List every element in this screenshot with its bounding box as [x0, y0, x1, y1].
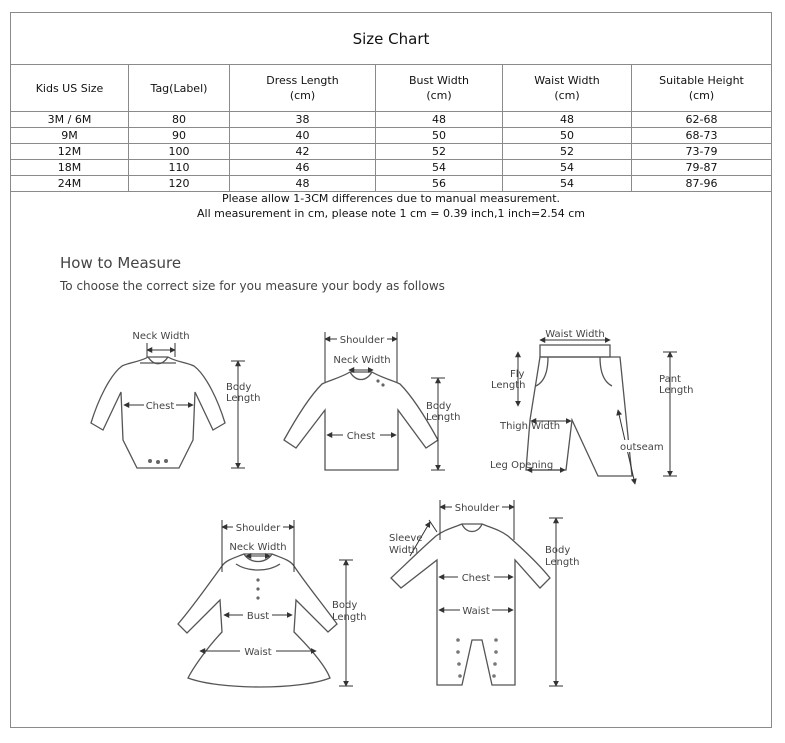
- bodysuit-button: [156, 460, 160, 464]
- dress-bust-label: Bust: [246, 611, 270, 622]
- table-cell: 38: [230, 112, 376, 128]
- pants-waistband: [540, 345, 610, 357]
- table-cell: 68-73: [632, 128, 772, 144]
- bodysuit-body-label: Body: [226, 382, 252, 393]
- table-cell: 54: [503, 160, 632, 176]
- note-conversion: All measurement in cm, please note 1 cm = 0.39 inch,1 inch=2.54 cm: [197, 207, 585, 220]
- table-cell: 48: [503, 112, 632, 128]
- table-cell: 52: [503, 144, 632, 160]
- size-chart-title: Size Chart: [11, 13, 772, 65]
- table-cell: 79-87: [632, 160, 772, 176]
- table-cell: 73-79: [632, 144, 772, 160]
- table-cell: 56: [376, 176, 503, 192]
- bodysuit-neck-label: Neck Width: [132, 331, 190, 342]
- table-cell: 100: [129, 144, 230, 160]
- shirt-length-label: Length: [426, 412, 461, 423]
- header-suitable-height: Suitable Height (cm): [632, 65, 772, 112]
- table-cell: 18M: [11, 160, 129, 176]
- romper-body-label: Body: [545, 545, 571, 556]
- pants-fly-length-label: Length: [491, 380, 526, 391]
- header-dress-length: Dress Length (cm): [230, 65, 376, 112]
- table-cell: 120: [129, 176, 230, 192]
- bodysuit-button: [148, 459, 152, 463]
- table-cell: 80: [129, 112, 230, 128]
- shirt-outline: [284, 372, 438, 470]
- pants-pant-label: Pant: [659, 374, 681, 385]
- header-tag-label: Tag(Label): [129, 65, 230, 112]
- dress-body-label: Body: [332, 600, 358, 611]
- romper-sleeve-label: Sleeve: [389, 533, 423, 544]
- romper-diagram: [389, 500, 580, 686]
- romper-waist-label: Waist: [462, 606, 490, 617]
- pants-fly-label: Fly: [510, 369, 525, 380]
- header-waist-width: Waist Width (cm): [503, 65, 632, 112]
- note-allowance: Please allow 1-3CM differences due to manual measurement.: [221, 192, 561, 205]
- pants-pant-length-label: Length: [659, 385, 694, 396]
- dress-length-label: Length: [332, 612, 367, 623]
- pants-outline: [526, 357, 632, 476]
- table-cell: 54: [376, 160, 503, 176]
- table-cell: 9M: [11, 128, 129, 144]
- table-cell: 54: [503, 176, 632, 192]
- table-cell: 24M: [11, 176, 129, 192]
- table-cell: 48: [230, 176, 376, 192]
- table-cell: 90: [129, 128, 230, 144]
- shirt-chest-label: Chest: [346, 431, 376, 442]
- dress-waist-label: Waist: [244, 647, 272, 658]
- pants-diagram: [490, 329, 694, 484]
- pants-leg-opening-label: Leg Opening: [490, 460, 554, 471]
- table-cell: 62-68: [632, 112, 772, 128]
- romper-length-label: Length: [545, 557, 580, 568]
- shirt-diagram: [284, 332, 461, 470]
- header-bust-width: Bust Width (cm): [376, 65, 503, 112]
- table-cell: 50: [503, 128, 632, 144]
- table-cell: 3M / 6M: [11, 112, 129, 128]
- pants-outseam-label: outseam: [620, 442, 664, 453]
- bodysuit-outline: [91, 357, 225, 468]
- table-cell: 87-96: [632, 176, 772, 192]
- how-to-measure-subtitle: To choose the correct size for you measure your body as follows: [60, 279, 445, 293]
- pants-waist-label: Waist Width: [545, 329, 605, 340]
- table-cell: 12M: [11, 144, 129, 160]
- table-cell: 40: [230, 128, 376, 144]
- bodysuit-button: [164, 459, 168, 463]
- shirt-shoulder-label: Shoulder: [339, 335, 385, 346]
- bodysuit-chest-label: Chest: [145, 401, 175, 412]
- table-cell: 52: [376, 144, 503, 160]
- shirt-body-label: Body: [426, 401, 452, 412]
- dress-neck-label: Neck Width: [229, 542, 287, 553]
- bodysuit-diagram: [91, 331, 261, 468]
- pants-thigh-label: Thigh Width: [500, 421, 561, 432]
- how-to-measure-title: How to Measure: [60, 254, 182, 272]
- romper-shoulder-label: Shoulder: [454, 503, 500, 514]
- bodysuit-length-label: Length: [226, 393, 261, 404]
- table-cell: 48: [376, 112, 503, 128]
- romper-sleeve-width-label: Width: [389, 545, 419, 556]
- shirt-neck-label: Neck Width: [333, 355, 391, 366]
- table-cell: 46: [230, 160, 376, 176]
- header-kids-us-size: Kids US Size: [11, 65, 129, 112]
- table-cell: 50: [376, 128, 503, 144]
- dress-shoulder-label: Shoulder: [235, 523, 281, 534]
- romper-chest-label: Chest: [461, 573, 491, 584]
- dress-diagram: [178, 520, 367, 687]
- table-cell: 110: [129, 160, 230, 176]
- table-cell: 42: [230, 144, 376, 160]
